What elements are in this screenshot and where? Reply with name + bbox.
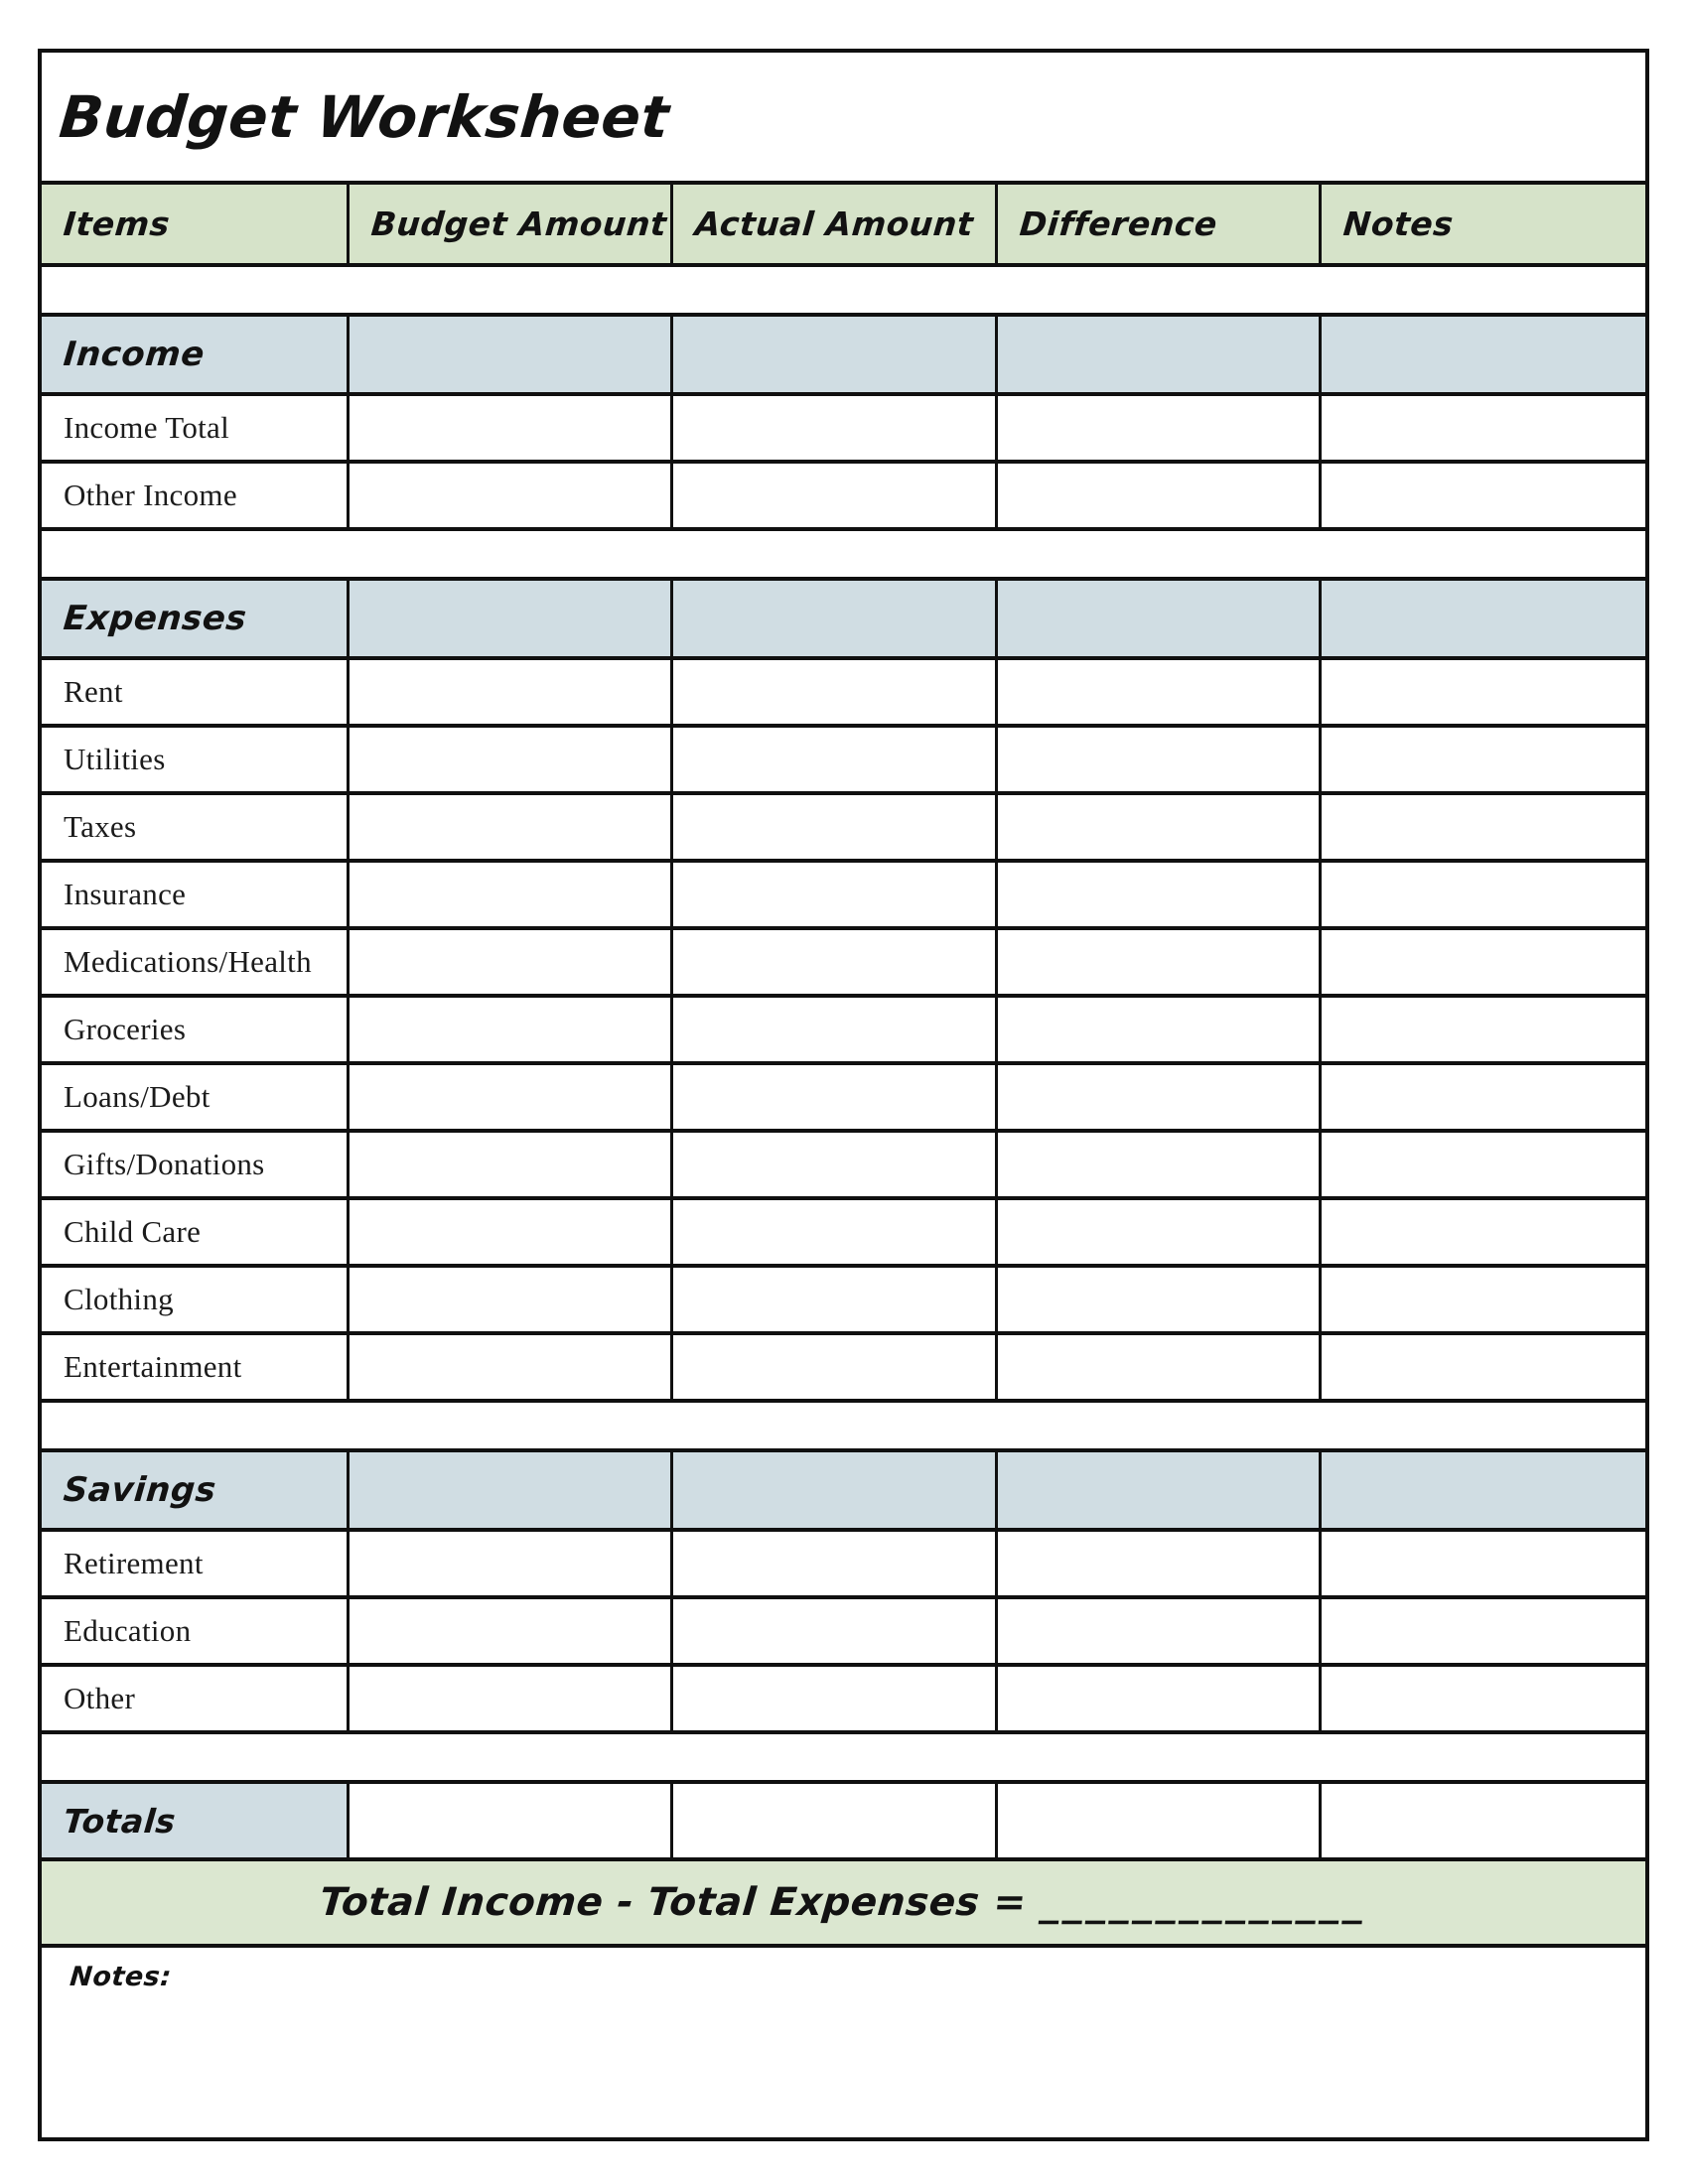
row-label-cell (42, 863, 350, 926)
table-row-insurance (42, 863, 1645, 930)
totals-difference-cell[interactable] (998, 1784, 1322, 1857)
notes-cell[interactable] (1322, 1667, 1645, 1730)
blank-cell (350, 317, 673, 392)
blank-cell (673, 1452, 997, 1528)
section-label: Income (62, 335, 207, 374)
row-label: Retirement (64, 1546, 204, 1580)
table-row-education (42, 1599, 1645, 1667)
notes-cell[interactable] (1322, 1599, 1645, 1663)
difference-cell[interactable] (998, 1532, 1322, 1595)
row-label: Loans/Debt (64, 1079, 211, 1114)
notes-area[interactable] (42, 1948, 1645, 2137)
section-label-cell (42, 581, 350, 656)
table-row-rent (42, 660, 1645, 728)
totals-row (42, 1784, 1645, 1861)
notes-cell[interactable] (1322, 1335, 1645, 1399)
table-row-utilities (42, 728, 1645, 795)
blank-cell (1322, 1452, 1645, 1528)
row-label: Income Total (64, 410, 230, 445)
difference-cell[interactable] (998, 1335, 1322, 1399)
budget-amount-cell[interactable] (350, 1667, 673, 1730)
column-header-budget-amount (350, 185, 673, 263)
column-header-items (42, 185, 350, 263)
totals-label: Totals (62, 1801, 178, 1841)
blank-cell (673, 581, 997, 656)
section-label: Expenses (62, 599, 249, 638)
difference-cell[interactable] (998, 660, 1322, 724)
table-row-gifts-donations (42, 1133, 1645, 1200)
row-label-cell (42, 1599, 350, 1663)
difference-cell[interactable] (998, 1667, 1322, 1730)
blank-cell (350, 1452, 673, 1528)
formula-row (42, 1861, 1645, 1948)
difference-cell[interactable] (998, 930, 1322, 994)
budget-amount-cell[interactable] (350, 1268, 673, 1331)
budget-amount-cell[interactable] (350, 1599, 673, 1663)
row-label-cell (42, 1335, 350, 1399)
row-label: Taxes (64, 809, 137, 844)
actual-amount-cell[interactable] (673, 998, 997, 1061)
totals-label-cell (42, 1784, 350, 1857)
budget-amount-cell[interactable] (350, 863, 673, 926)
column-header-label: Items (62, 205, 172, 243)
row-label: Child Care (64, 1214, 202, 1249)
actual-amount-cell[interactable] (673, 1200, 997, 1264)
row-label-cell (42, 1065, 350, 1129)
row-label-cell (42, 660, 350, 724)
column-header-notes (1322, 185, 1645, 263)
row-label: Clothing (64, 1282, 174, 1316)
table-row-retirement (42, 1532, 1645, 1599)
row-label-cell (42, 1667, 350, 1730)
row-label: Insurance (64, 877, 187, 911)
blank-cell (1322, 581, 1645, 656)
notes-cell[interactable] (1322, 660, 1645, 724)
notes-cell[interactable] (1322, 396, 1645, 460)
section-spacer (42, 1734, 1645, 1784)
table-row-entertainment (42, 1335, 1645, 1403)
row-label: Groceries (64, 1012, 187, 1046)
notes-cell[interactable] (1322, 1133, 1645, 1196)
actual-amount-cell[interactable] (673, 1599, 997, 1663)
actual-amount-cell[interactable] (673, 1667, 997, 1730)
notes-cell[interactable] (1322, 930, 1645, 994)
row-label-cell (42, 795, 350, 859)
formula-blank-line: ______________ (1038, 1880, 1369, 1925)
actual-amount-cell[interactable] (673, 795, 997, 859)
actual-amount-cell[interactable] (673, 930, 997, 994)
actual-amount-cell[interactable] (673, 1133, 997, 1196)
row-label: Rent (64, 674, 123, 709)
row-label-cell (42, 1200, 350, 1264)
section-spacer (42, 531, 1645, 581)
budget-amount-cell[interactable] (350, 930, 673, 994)
actual-amount-cell[interactable] (673, 863, 997, 926)
section-label-cell (42, 1452, 350, 1528)
row-label-cell (42, 464, 350, 527)
row-label: Utilities (64, 742, 166, 776)
row-label-cell (42, 930, 350, 994)
budget-amount-cell[interactable] (350, 660, 673, 724)
budget-amount-cell[interactable] (350, 1200, 673, 1264)
blank-cell (350, 581, 673, 656)
table-row-other-income (42, 464, 1645, 531)
difference-cell[interactable] (998, 1200, 1322, 1264)
notes-cell[interactable] (1322, 1532, 1645, 1595)
budget-amount-cell[interactable] (350, 795, 673, 859)
table-row-other (42, 1667, 1645, 1734)
column-header-label: Budget Amount (369, 205, 669, 243)
table-row-income-total (42, 396, 1645, 464)
blank-cell (673, 317, 997, 392)
actual-amount-cell[interactable] (673, 1532, 997, 1595)
column-header-label: Difference (1017, 205, 1219, 243)
notes-cell[interactable] (1322, 1200, 1645, 1264)
column-header-label: Notes (1341, 205, 1456, 243)
actual-amount-cell[interactable] (673, 1065, 997, 1129)
totals-notes-cell[interactable] (1322, 1784, 1645, 1857)
actual-amount-cell[interactable] (673, 1335, 997, 1399)
section-header-income (42, 317, 1645, 396)
difference-cell[interactable] (998, 464, 1322, 527)
table-row-clothing (42, 1268, 1645, 1335)
table-row-taxes (42, 795, 1645, 863)
section-header-expenses (42, 581, 1645, 660)
notes-label: Notes: (69, 1962, 173, 1992)
column-header-row (42, 185, 1645, 267)
difference-cell[interactable] (998, 863, 1322, 926)
section-spacer (42, 1403, 1645, 1452)
budget-amount-cell[interactable] (350, 728, 673, 791)
row-label-cell (42, 1532, 350, 1595)
blank-cell (998, 1452, 1322, 1528)
notes-cell[interactable] (1322, 1065, 1645, 1129)
difference-cell[interactable] (998, 998, 1322, 1061)
notes-cell[interactable] (1322, 998, 1645, 1061)
column-header-actual-amount (673, 185, 997, 263)
section-label-cell (42, 317, 350, 392)
column-header-label: Actual Amount (693, 205, 976, 243)
row-label-cell (42, 1268, 350, 1331)
row-label: Entertainment (64, 1349, 242, 1384)
actual-amount-cell[interactable] (673, 1268, 997, 1331)
column-header-difference (998, 185, 1322, 263)
notes-cell[interactable] (1322, 728, 1645, 791)
section-label: Savings (62, 1470, 218, 1510)
table-row-child-care (42, 1200, 1645, 1268)
page-title: Budget Worksheet (57, 82, 672, 151)
row-label: Education (64, 1613, 192, 1648)
row-label-cell (42, 1133, 350, 1196)
row-label-cell (42, 728, 350, 791)
budget-amount-cell[interactable] (350, 998, 673, 1061)
section-spacer (42, 267, 1645, 317)
blank-cell (998, 317, 1322, 392)
notes-cell[interactable] (1322, 464, 1645, 527)
budget-amount-cell[interactable] (350, 396, 673, 460)
actual-amount-cell[interactable] (673, 464, 997, 527)
notes-cell[interactable] (1322, 1268, 1645, 1331)
difference-cell[interactable] (998, 1065, 1322, 1129)
difference-cell[interactable] (998, 795, 1322, 859)
difference-cell[interactable] (998, 1133, 1322, 1196)
actual-amount-cell[interactable] (673, 396, 997, 460)
budget-amount-cell[interactable] (350, 1532, 673, 1595)
blank-cell (998, 581, 1322, 656)
row-label: Gifts/Donations (64, 1147, 265, 1181)
row-label-cell (42, 998, 350, 1061)
formula-text: Total Income - Total Expenses = (318, 1880, 1029, 1925)
difference-cell[interactable] (998, 728, 1322, 791)
totals-budget-cell[interactable] (350, 1784, 673, 1857)
budget-amount-cell[interactable] (350, 1335, 673, 1399)
notes-cell[interactable] (1322, 863, 1645, 926)
actual-amount-cell[interactable] (673, 728, 997, 791)
table-row-loans-debt (42, 1065, 1645, 1133)
difference-cell[interactable] (998, 1599, 1322, 1663)
difference-cell[interactable] (998, 396, 1322, 460)
budget-worksheet-page (38, 49, 1649, 2141)
table-row-groceries (42, 998, 1645, 1065)
budget-amount-cell[interactable] (350, 1133, 673, 1196)
budget-amount-cell[interactable] (350, 464, 673, 527)
row-label-cell (42, 396, 350, 460)
section-header-savings (42, 1452, 1645, 1532)
row-label: Other (64, 1681, 136, 1715)
table-row-medications-health (42, 930, 1645, 998)
row-label: Other Income (64, 478, 237, 512)
difference-cell[interactable] (998, 1268, 1322, 1331)
notes-cell[interactable] (1322, 795, 1645, 859)
totals-actual-cell[interactable] (673, 1784, 997, 1857)
budget-amount-cell[interactable] (350, 1065, 673, 1129)
actual-amount-cell[interactable] (673, 660, 997, 724)
row-label: Medications/Health (64, 944, 312, 979)
blank-cell (1322, 317, 1645, 392)
title-row (42, 53, 1645, 185)
